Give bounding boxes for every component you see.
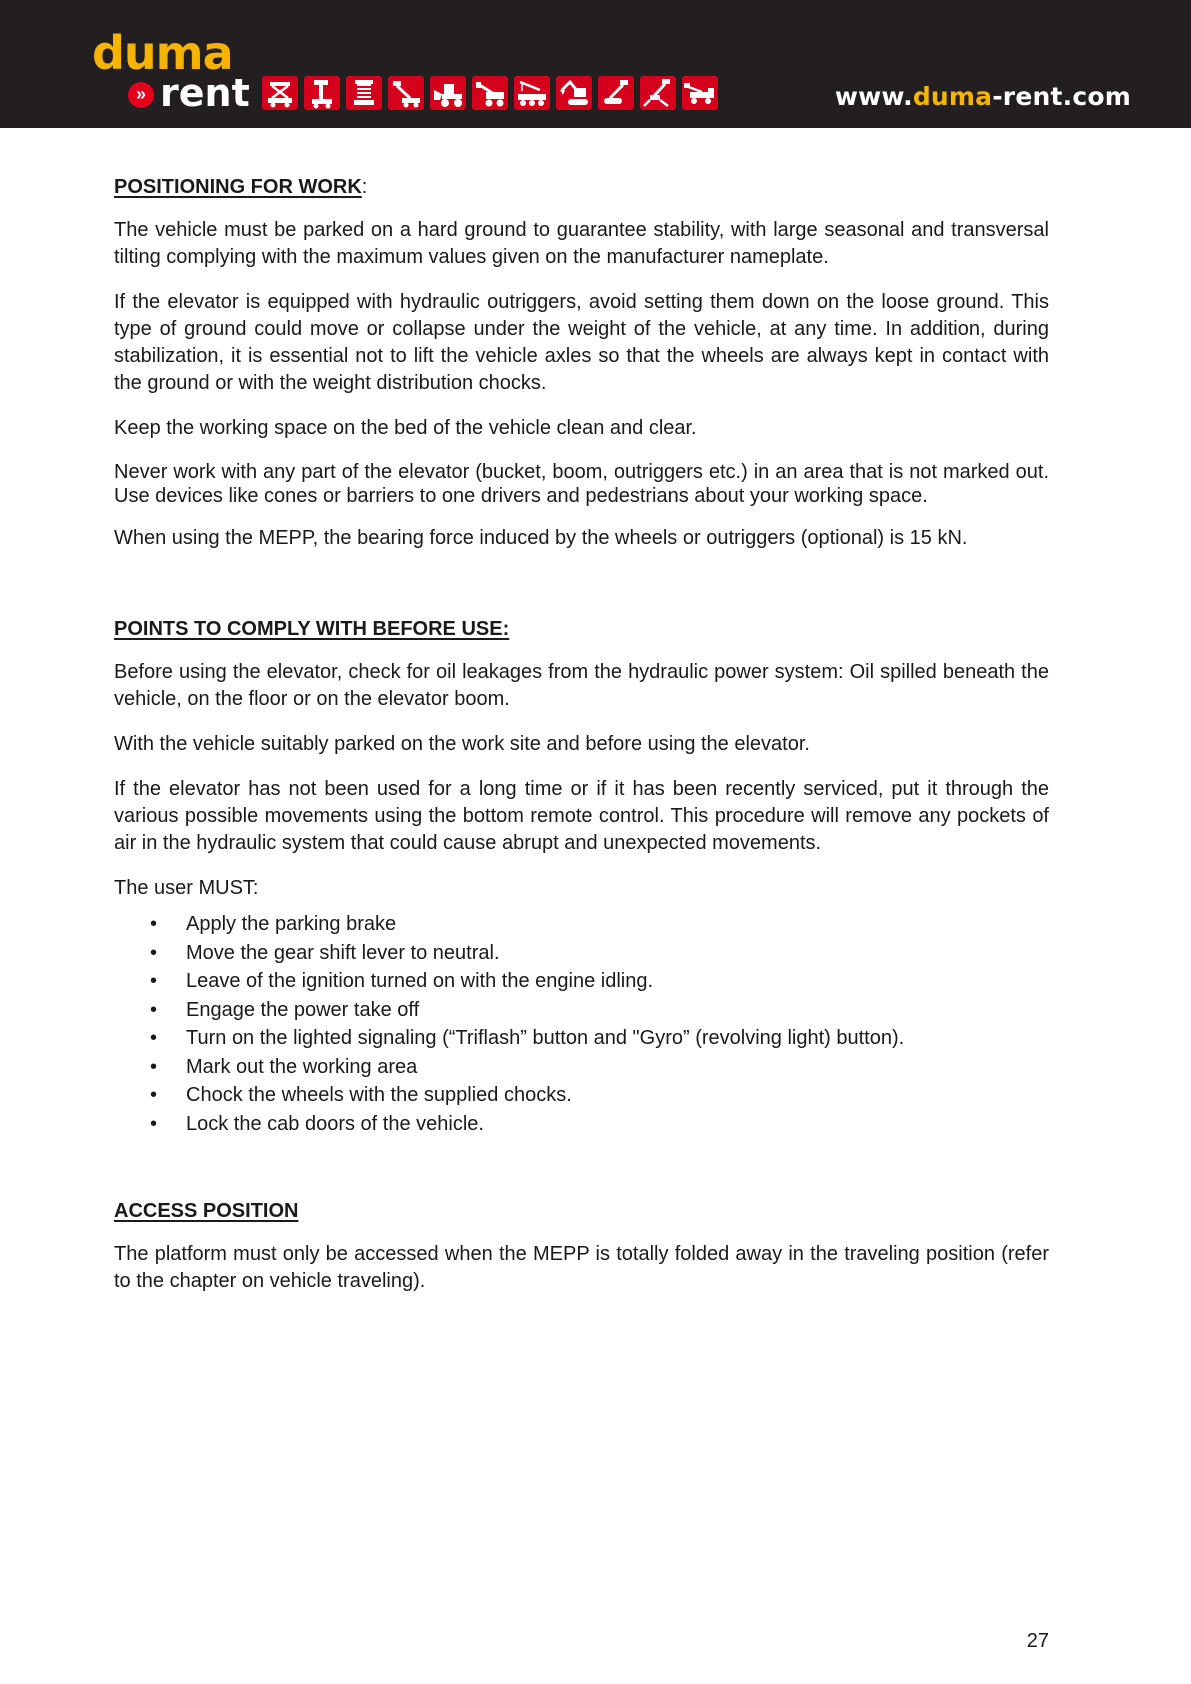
heading-positioning-for-work: POSITIONING FOR WORK: [114, 176, 368, 198]
page-header [0, 0, 1191, 128]
list-item: • Move the gear shift lever to neutral. [150, 941, 500, 964]
list-item: • Turn on the lighted signaling (“Triflash” button and "Gyro” (revolving light) button). [150, 1027, 905, 1049]
wheel-loader-icon [430, 76, 466, 110]
before-use-paragraph-3: If the elevator has not been used for a long time or if it has been recently serviced, put it through the various possible movements using the bottom remote control. This procedure will remove any pockets of air in the hydraulic system that could cause abrupt and unexpected movements. [114, 778, 1049, 854]
heading-points-before-use: POINTS TO COMPLY WITH BEFORE USE: [114, 618, 510, 640]
positioning-paragraph-1: The vehicle must be parked on a hard ground to guarantee stability, with large seasonal and transversal tilting complying with the maximum values given on the manufacturer nameplate. [114, 219, 1049, 268]
list-item: • Leave of the ignition turned on with the engine idling. [150, 970, 654, 992]
section-spacer [114, 568, 1049, 618]
document-body [114, 176, 1049, 1313]
positioning-paragraph-3: Keep the working space on the bed of the vehicle clean and clear. [114, 417, 697, 439]
tracked-boom-icon [598, 76, 634, 110]
spider-lift-icon [640, 76, 676, 110]
duma-rent-logo [90, 26, 250, 116]
list-item: • Apply the parking brake [150, 913, 397, 935]
vertical-lift-icon [346, 76, 382, 110]
page-number: 27 [1026, 1630, 1049, 1652]
website-url[interactable] [835, 82, 1131, 111]
list-item: • Engage the power take off [150, 998, 420, 1021]
truck-mounted-lift-icon [682, 76, 718, 110]
logo-duma-text: duma [92, 26, 233, 80]
positioning-paragraph-5: When using the MEPP, the bearing force induced by the wheels or outriggers (optional) is 15 kN. [114, 527, 968, 549]
website-suffix: -rent.com [992, 82, 1131, 111]
section-spacer [114, 1138, 1049, 1200]
website-accent: duma [912, 82, 993, 111]
heading-access-position: ACCESS POSITION [114, 1200, 299, 1222]
truck-crane-icon [514, 76, 550, 110]
logo-rent-text: rent [160, 71, 250, 115]
positioning-paragraph-4: Never work with any part of the elevator (bucket, boom, outriggers etc.) in an area that is not marked out. Use devices like cones or barriers to one drivers and pedestrians about your working space. [114, 461, 1049, 507]
scissor-lift-icon [262, 76, 298, 110]
user-must-list [114, 910, 1049, 1138]
access-paragraph-1: The platform must only be accessed when the MEPP is totally folded away in the traveling position (refer to the chapter on vehicle traveling). [114, 1243, 1049, 1292]
before-use-paragraph-4: The user MUST: [114, 877, 259, 899]
list-item: • Chock the wheels with the supplied chocks. [150, 1084, 572, 1106]
list-item: • Mark out the working area [150, 1055, 418, 1078]
positioning-paragraph-2: If the elevator is equipped with hydraulic outriggers, avoid setting them down on the loose ground. This type of ground could move or collapse under the weight of the vehicle, at any time. In addition, during stabilization, it is essential not to lift the vehicle axles so that the wheels are always kept in contact with the ground or with the weight distribution chocks. [114, 291, 1049, 394]
boom-lift-icon [388, 76, 424, 110]
before-use-paragraph-1: Before using the elevator, check for oil leakages from the hydraulic power system: Oil spilled beneath the vehicle, on the floor or on the elevator boom. [114, 661, 1049, 710]
logo-arrow-badge: » [128, 82, 154, 108]
excavator-icon [556, 76, 592, 110]
before-use-paragraph-2: With the vehicle suitably parked on the work site and before using the elevator. [114, 733, 810, 755]
telehandler-icon [472, 76, 508, 110]
mast-lift-icon [304, 76, 340, 110]
website-prefix: www. [834, 82, 913, 111]
list-item: • Lock the cab doors of the vehicle. [150, 1112, 484, 1135]
equipment-icon-strip [262, 76, 718, 112]
